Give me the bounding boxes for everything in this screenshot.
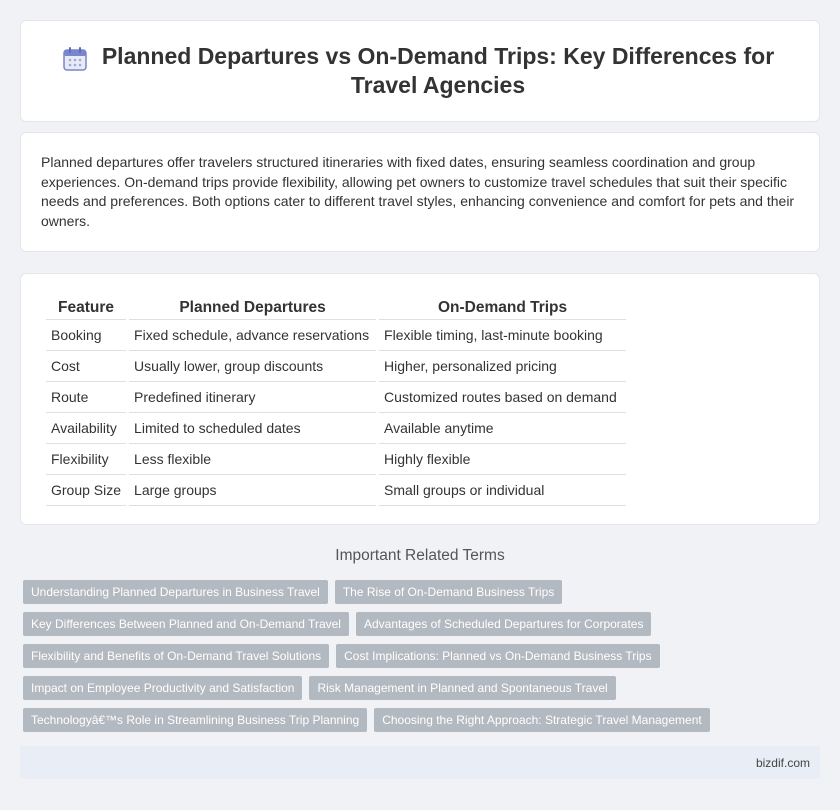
header-card [20, 20, 820, 122]
table-cell: Fixed schedule, advance reservations [129, 320, 376, 351]
related-term-tag[interactable]: Cost Implications: Planned vs On-Demand Business Trips [336, 644, 659, 668]
table-cell: Cost [46, 351, 126, 382]
page-title: Planned Departures vs On-Demand Trips: Key Differences for Travel Agencies [101, 43, 775, 98]
related-term-tag[interactable]: Choosing the Right Approach: Strategic Travel Management [374, 708, 710, 732]
tag-row [23, 612, 813, 636]
table-row [46, 351, 626, 382]
related-terms-list [23, 580, 813, 740]
tag-row [23, 644, 813, 668]
table-cell: Less flexible [129, 444, 376, 475]
intro-card [20, 132, 820, 252]
table-cell: Route [46, 382, 126, 413]
table-cell: Usually lower, group discounts [129, 351, 376, 382]
table-cell: Availability [46, 413, 126, 444]
tag-row [23, 708, 813, 732]
related-term-tag[interactable]: The Rise of On-Demand Business Trips [335, 580, 562, 604]
table-cell: Customized routes based on demand [379, 382, 626, 413]
intro-text: Planned departures offer travelers structured itineraries with fixed dates, ensuring seamless coordination and group experiences. On-demand trips provide flexibility, allowing pet owners to customize travel schedules that suit their specific needs and preferences. Both options cater to different travel styles, enhancing convenience and comfort for pets and their owners. [41, 154, 795, 229]
comparison-table [43, 294, 629, 506]
table-row [46, 475, 626, 506]
related-term-tag[interactable]: Technologyâ€™s Role in Streamlining Business Trip Planning [23, 708, 367, 732]
tag-row [23, 580, 813, 604]
table-cell: Highly flexible [379, 444, 626, 475]
table-row [46, 444, 626, 475]
column-header: On-Demand Trips [379, 294, 626, 320]
table-cell: Flexibility [46, 444, 126, 475]
footer [20, 746, 820, 779]
footer-brand-link[interactable]: bizdif.com [755, 756, 810, 770]
calendar-icon [60, 44, 90, 74]
table-row [46, 413, 626, 444]
table-cell: Flexible timing, last-minute booking [379, 320, 626, 351]
related-term-tag[interactable]: Advantages of Scheduled Departures for Corporates [356, 612, 652, 636]
table-row [46, 382, 626, 413]
related-term-tag[interactable]: Key Differences Between Planned and On-Demand Travel [23, 612, 349, 636]
comparison-table-card [20, 273, 820, 525]
table-cell: Large groups [129, 475, 376, 506]
table-header-row [46, 294, 626, 320]
related-terms-title: Important Related Terms [335, 547, 505, 564]
related-term-tag[interactable]: Impact on Employee Productivity and Satisfaction [23, 676, 302, 700]
table-cell: Predefined itinerary [129, 382, 376, 413]
related-term-tag[interactable]: Risk Management in Planned and Spontaneous Travel [309, 676, 615, 700]
related-term-tag[interactable]: Flexibility and Benefits of On-Demand Travel Solutions [23, 644, 329, 668]
table-cell: Limited to scheduled dates [129, 413, 376, 444]
table-cell: Available anytime [379, 413, 626, 444]
table-cell: Booking [46, 320, 126, 351]
table-row [46, 320, 626, 351]
table-cell: Higher, personalized pricing [379, 351, 626, 382]
related-term-tag[interactable]: Understanding Planned Departures in Business Travel [23, 580, 328, 604]
column-header: Planned Departures [129, 294, 376, 320]
table-cell: Group Size [46, 475, 126, 506]
table-cell: Small groups or individual [379, 475, 626, 506]
tag-row [23, 676, 813, 700]
column-header: Feature [46, 294, 126, 320]
